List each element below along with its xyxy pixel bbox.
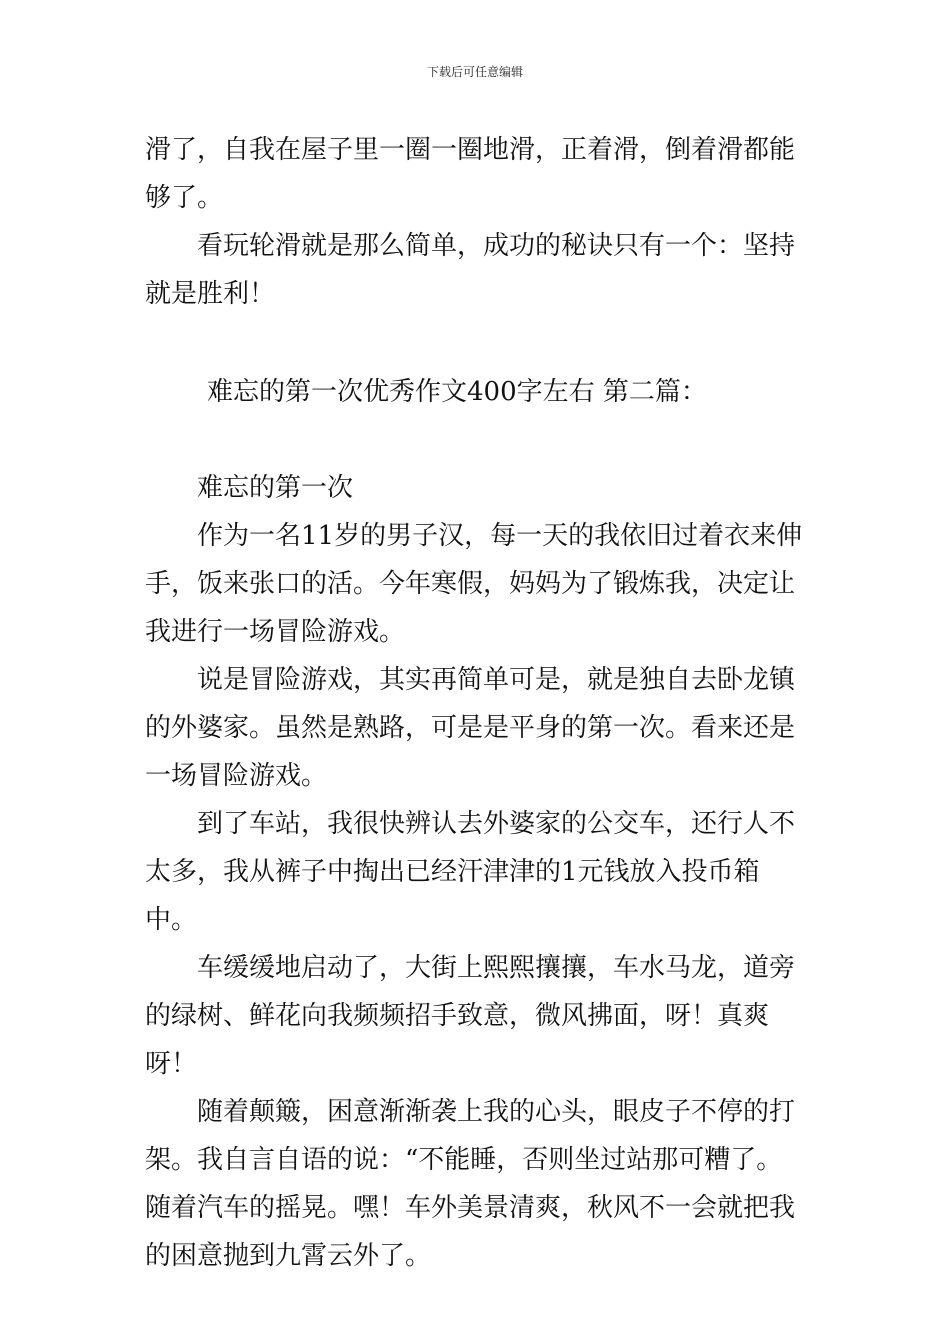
paragraph: 说是冒险游戏，其实再简单可是，就是独自去卧龙镇的外婆家。虽然是熟路，可是是平身的第一次。看来还是一场冒险游戏。	[145, 665, 796, 791]
paragraph-continuation: 滑了，自我在屋子里一圈一圈地滑，正着滑，倒着滑都能够了。	[145, 135, 796, 213]
essay-title: 难忘的第一次	[197, 473, 354, 503]
paragraph: 到了车站，我很快辨认去外婆家的公交车，还行人不太多，我从裤子中掏出已经汗津津的1元钱放入投币箱中。	[145, 809, 796, 935]
document-body	[145, 126, 807, 1280]
section-heading: 难忘的第一次优秀作文400字左右 第二篇：	[207, 377, 707, 407]
paragraph: 随着颠簸，困意渐渐袭上我的心头，眼皮子不停的打架。我自言自语的说：“不能睡，否则坐过站那可糟了。随着汽车的摇晃。嘿！车外美景清爽，秋风不一会就把我的困意抛到九霄云外了。	[145, 1097, 796, 1271]
paragraph: 车缓缓地启动了，大街上熙熙攘攘，车水马龙，道旁的绿树、鲜花向我频频招手致意，微风拂面，呀！真爽呀！	[145, 953, 796, 1079]
paragraph: 作为一名11岁的男子汉，每一天的我依旧过着衣来伸手，饭来张口的活。今年寒假，妈妈为了锻炼我，决定让我进行一场冒险游戏。	[145, 521, 803, 647]
page-header: 下载后可任意编辑	[426, 65, 523, 79]
paragraph: 看玩轮滑就是那么简单，成功的秘诀只有一个：坚持就是胜利！	[145, 231, 796, 309]
